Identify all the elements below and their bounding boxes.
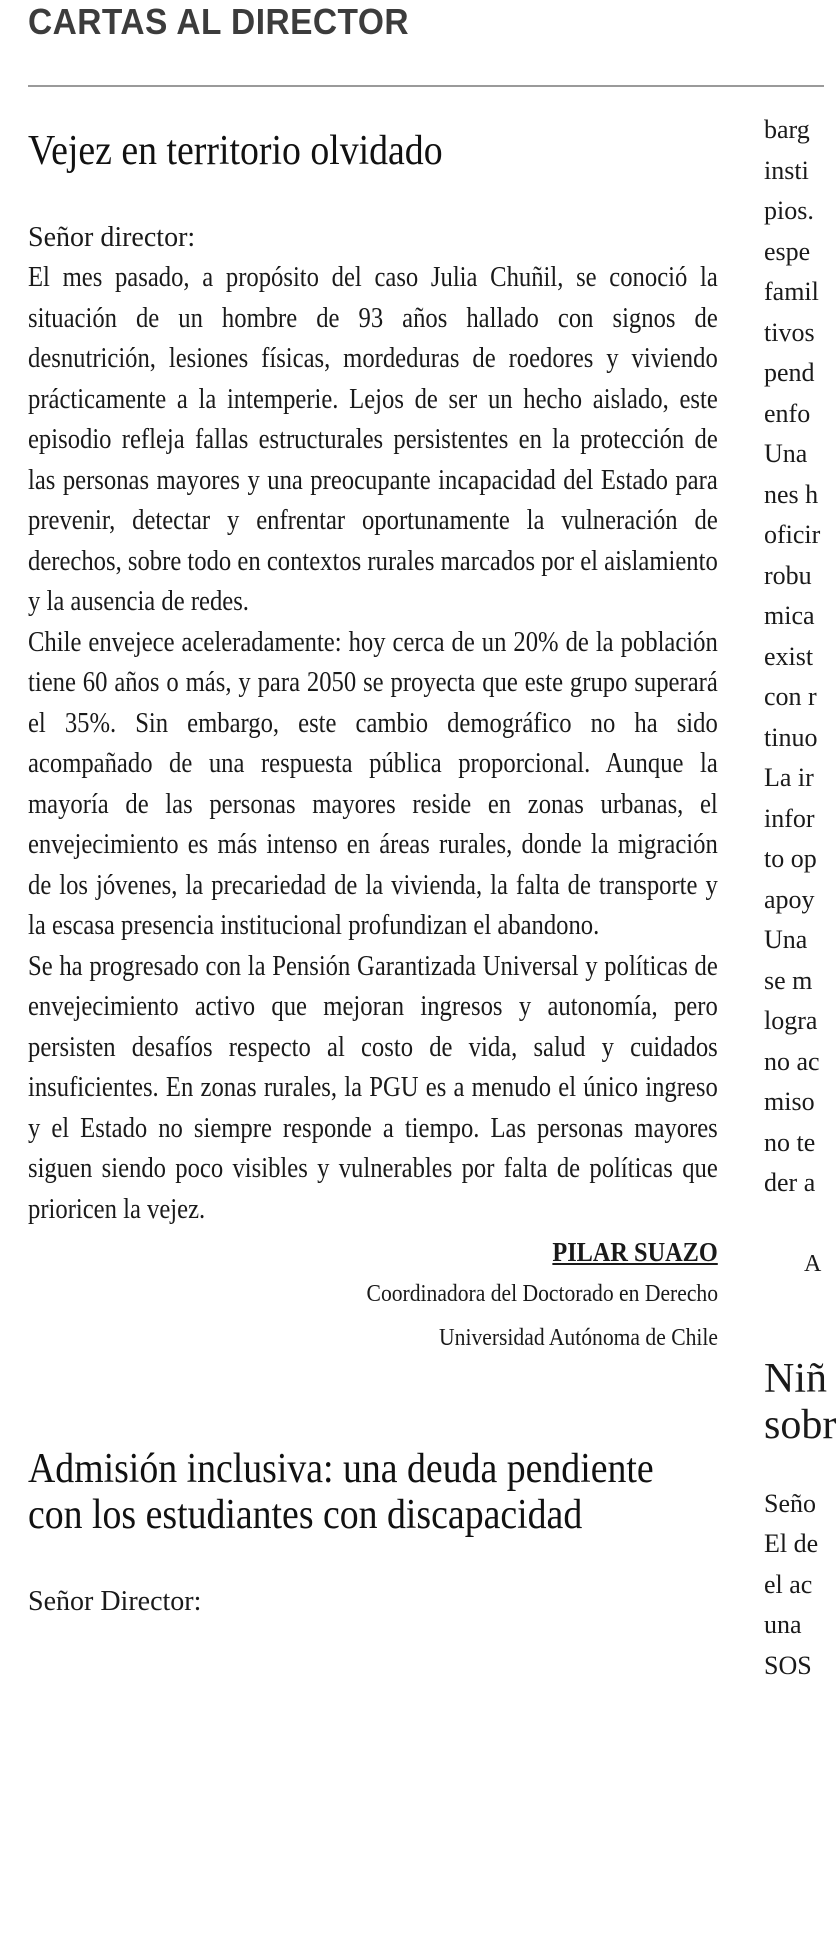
adjacent-line: to op (764, 844, 817, 873)
adjacent-line: una (764, 1610, 802, 1639)
signature-organization: Universidad Autónoma de Chile (439, 1325, 718, 1351)
adjacent-line: no ac (764, 1046, 820, 1076)
adjacent-line: miso (764, 1087, 815, 1116)
adjacent-line: se m (764, 965, 813, 995)
adjacent-line: SOS (764, 1650, 812, 1680)
adjacent-line: pend (764, 358, 815, 387)
adjacent-line: insti (764, 155, 809, 185)
adjacent-line: barg (764, 115, 810, 144)
signature-role: Coordinadora del Doctorado en Derecho (366, 1281, 718, 1307)
letter-paragraph: El mes pasado, a propósito del caso Julia Chuñil, se conoció la situación de un hombre de 93 años hallado con signos de desnutrición, lesiones físicas, mordeduras de roedores y viviendo prácticamente a la intemperie. Lejos de ser un hecho aislado, este episodio refleja fallas estructurales persistentes en la protección de las personas mayores y una preocupante incapacidad del Estado para prevenir, detectar y enfrentar oportunamente la vulneración de derechos, sobre todo en contextos rurales marcados por el aislamiento y la ausencia de redes. (28, 262, 718, 617)
adjacent-line: der a (764, 1168, 816, 1197)
adjacent-line: el ac (764, 1569, 813, 1599)
adjacent-line: pios. (764, 196, 814, 225)
adjacent-line: sobr (764, 1401, 836, 1448)
adjacent-signature-fragment: A (804, 1250, 822, 1277)
adjacent-line: logra (764, 1006, 818, 1035)
adjacent-line: espe (764, 236, 811, 266)
adjacent-line: con r (764, 682, 817, 711)
letter-salutation: Señor director: (28, 222, 196, 253)
adjacent-line: famil (764, 277, 819, 306)
adjacent-line: mica (764, 601, 815, 630)
adjacent-line: tivos (764, 317, 815, 347)
adjacent-line: La ir (764, 763, 814, 792)
adjacent-line: tinuo (764, 722, 818, 752)
letter-signature (28, 1232, 718, 1360)
letter-paragraph: Se ha progresado con la Pensión Garantizada Universal y políticas de envejecimiento activo que mejoran ingresos y autonomía, pero persisten desafíos respecto al costo de vida, salud y cuidados insuficientes. En zonas rurales, la PGU es a menudo el único ingreso y el Estado no siempre responde a tiempo. Las personas mayores siguen siendo poco visibles y vulnerables por falta de políticas que prioricen la vejez. (28, 950, 718, 1225)
signature-name: PILAR SUAZO (552, 1237, 718, 1267)
adjacent-line: apoy (764, 884, 815, 914)
adjacent-line: robu (764, 560, 812, 590)
adjacent-line: oficir (764, 520, 821, 549)
letter-column (28, 110, 718, 1622)
adjacent-column (764, 110, 836, 1686)
adjacent-column-text (764, 110, 824, 1204)
adjacent-line: no te (764, 1127, 816, 1157)
adjacent-line: exist (764, 641, 814, 671)
adjacent-headline (764, 1355, 836, 1448)
adjacent-body-text (764, 1524, 824, 1686)
adjacent-line: Una (764, 925, 808, 954)
adjacent-line: Una (764, 439, 808, 468)
letter-paragraph: Chile envejece aceleradamente: hoy cerca de un 20% de la población tiene 60 años o más, y para 2050 se proyecta que este grupo superará el 35%. Sin embargo, este cambio demográfico no ha sido acompañado de una respuesta pública proporcional. Aunque la mayoría de las personas mayores reside en zonas urbanas, el envejecimiento es más intenso en áreas rurales, donde la migración de los jóvenes, la precariedad de la vivienda, la falta de transporte y la escasa presencia institucional profundizan el abandono. (28, 626, 718, 941)
letter-headline: Admisión inclusiva: una deuda pendiente con los estudiantes con discapacidad (28, 1446, 654, 1538)
adjacent-line: infor (764, 803, 815, 833)
section-divider (28, 85, 824, 87)
letter-headline: Vejez en territorio olvidado (28, 128, 443, 174)
adjacent-line: enfo (764, 398, 811, 428)
letter-salutation: Señor Director: (28, 1586, 202, 1617)
adjacent-line: El de (764, 1529, 819, 1558)
section-title: CARTAS AL DIRECTOR (28, 1, 410, 42)
adjacent-line: nes h (764, 479, 819, 509)
adjacent-line: Niñ (764, 1355, 827, 1402)
adjacent-salutation: Seño (764, 1488, 816, 1518)
